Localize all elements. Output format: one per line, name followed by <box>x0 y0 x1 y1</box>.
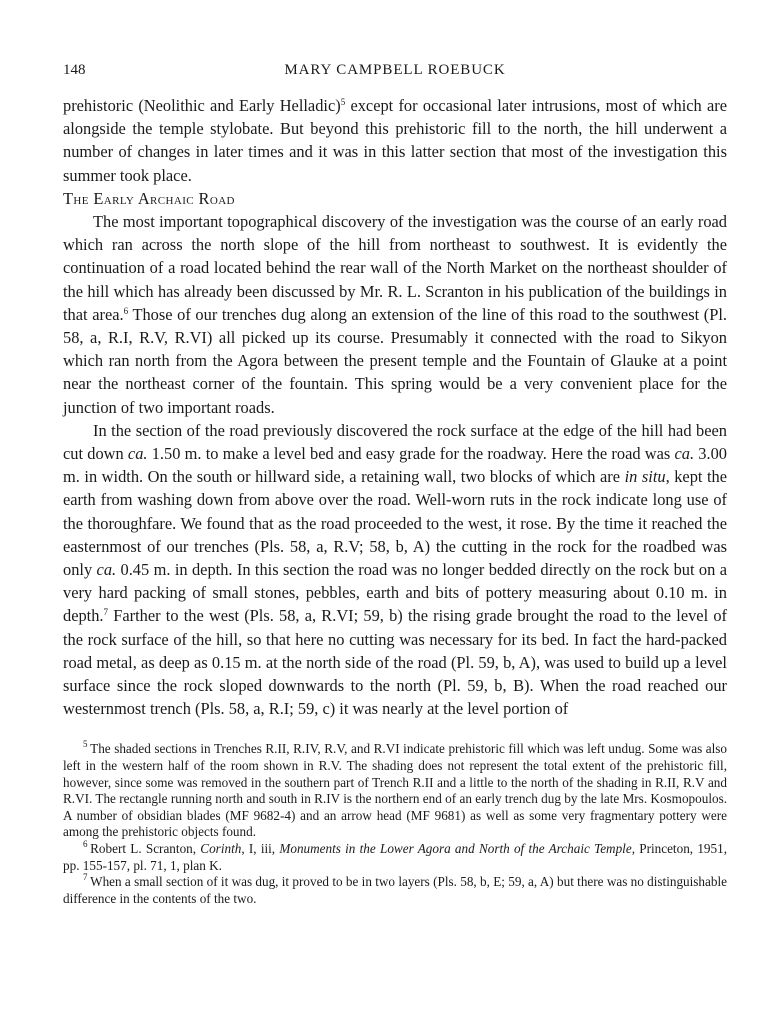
text-run: 3.00 m. in width. On the south or hillward side, a retaining wall, two blocks of which are <box>63 444 727 487</box>
footnotes <box>63 741 727 907</box>
footnote-ref: 5 <box>340 97 346 107</box>
italic-run: ca. <box>674 444 695 464</box>
page <box>63 58 727 907</box>
italic-run: in situ <box>624 467 666 487</box>
text-run: Those of our trenches dug along an extension of the line of this road to the southwest (Pl. 58, a, R.I, R.V, R.VI) all picked up its course. Presumably it connected with the road to Sikyon which ran north from the Agora between the present temple and the Fountain of Glauke at a point near the northeast corner of the fountain. This spring would be a very convenient place for the junction of two important roads. <box>63 304 727 417</box>
footnote-7 <box>63 874 727 907</box>
paragraph-3 <box>63 419 727 721</box>
footnote-text: Princeton, 1951, pp. 155-157, pl. 71, 1, plan K. <box>63 841 727 873</box>
text-run: prehistoric (Neolithic and Early Helladic) <box>63 96 341 115</box>
footnote-5 <box>63 741 727 841</box>
footnote-6 <box>63 841 727 874</box>
body-text <box>63 94 727 720</box>
running-head: MARY CAMPBELL ROEBUCK <box>284 62 506 78</box>
text-run: 0.45 m. in depth. In this section the road was no longer bedded directly on the rock but on a very hard packing of small stones, pebbles, earth and bits of pottery measuring about 0.10 m. in depth. <box>63 560 727 626</box>
paragraph-1 <box>63 94 727 187</box>
italic-run: Monuments in the Lower Agora and North of the Archaic Temple, <box>279 841 635 857</box>
footnote-text: When a small section of it was dug, it proved to be in two layers (Pls. 58, b, E; 59, a, A) but there was no distinguishable difference in the contents of the two. <box>63 874 727 906</box>
footnote-text: The shaded sections in Trenches R.II, R.IV, R.V, and R.VI indicate prehistoric fill which was left undug. Some was also left in the western half of the room shown in R.V. The shading does not represent the total extent of the prehistoric fill, however, since some was removed in the southern part of Trench R.II and a little to the north of the shading in R.II, R.V and R.VI. The rectangle running north and south in R.IV is the northern end of an early trench dug by the late Mrs. Kosmopoulos. A number of obsidian blades (MF 9682-4) and an arrow head (MF 9681) as well as some very fragmentary pottery were among the prehistoric objects found. <box>63 741 727 840</box>
text-run: In the section of the road previously discovered the rock surface at the edge of the hill had been cut down <box>63 420 727 464</box>
italic-run: ca. <box>96 560 117 580</box>
text-run: Farther to the west (Pls. 58, a, R.VI; 59, b) the rising grade brought the road to the level of the rock surface of the hill, so that here no cutting was necessary for its bed. In fact the hard-packed road metal, as deep as 0.15 m. at the north side of the road (Pl. 59, b, A), was used to build up a level surface since the rock sloped downwards to the north (Pl. 59, b, B). When the road reached our westernmost trench (Pls. 58, a, R.I; 59, c) it was nearly at the level portion of <box>63 606 727 719</box>
footnote-text: , I, iii, <box>241 841 280 857</box>
text-run: , kept the earth from washing down from above over the road. Well-worn ruts in the rock indicate long use of the thoroughfare. We found that as the road proceeded to the west, it rose. By the time it reached the easternmost of our trenches (Pls. 58, a, R.V; 58, b, A) the cutting in the rock for the roadbed was only <box>63 467 728 580</box>
paragraph-2 <box>63 210 727 419</box>
text-run: except for occasional later intrusions, most of which are alongside the temple stylobate. But beyond this prehistoric fill to the north, the hill underwent a number of changes in later times and it was in this latter section that most of the investigation this summer took place. <box>63 96 727 185</box>
footnote-ref: 7 <box>103 607 109 618</box>
text-run: 1.50 m. to make a level bed and easy grade for the roadway. Here the road was <box>147 444 675 464</box>
italic-run: Corinth <box>200 841 242 857</box>
section-heading: The Early Archaic Road <box>63 188 235 208</box>
footnote-number: 7 <box>83 872 88 883</box>
page-number: 148 <box>63 62 86 78</box>
italic-run: ca. <box>127 444 148 464</box>
footnote-number: 6 <box>83 839 88 850</box>
footnote-ref: 6 <box>123 305 129 316</box>
text-run: The most important topographical discovery of the investigation was the course of an early road which ran across the north slope of the hill from northeast to southwest. It is evidently the continuation of a road located behind the rear wall of the North Market on the northeast shoulder of the hill which has already been discussed by Mr. R. L. Scranton in his publication of the buildings in that area. <box>63 212 727 324</box>
page-header <box>63 58 727 82</box>
footnote-text: Robert L. Scranton, <box>90 841 201 857</box>
footnote-number: 5 <box>83 739 88 750</box>
